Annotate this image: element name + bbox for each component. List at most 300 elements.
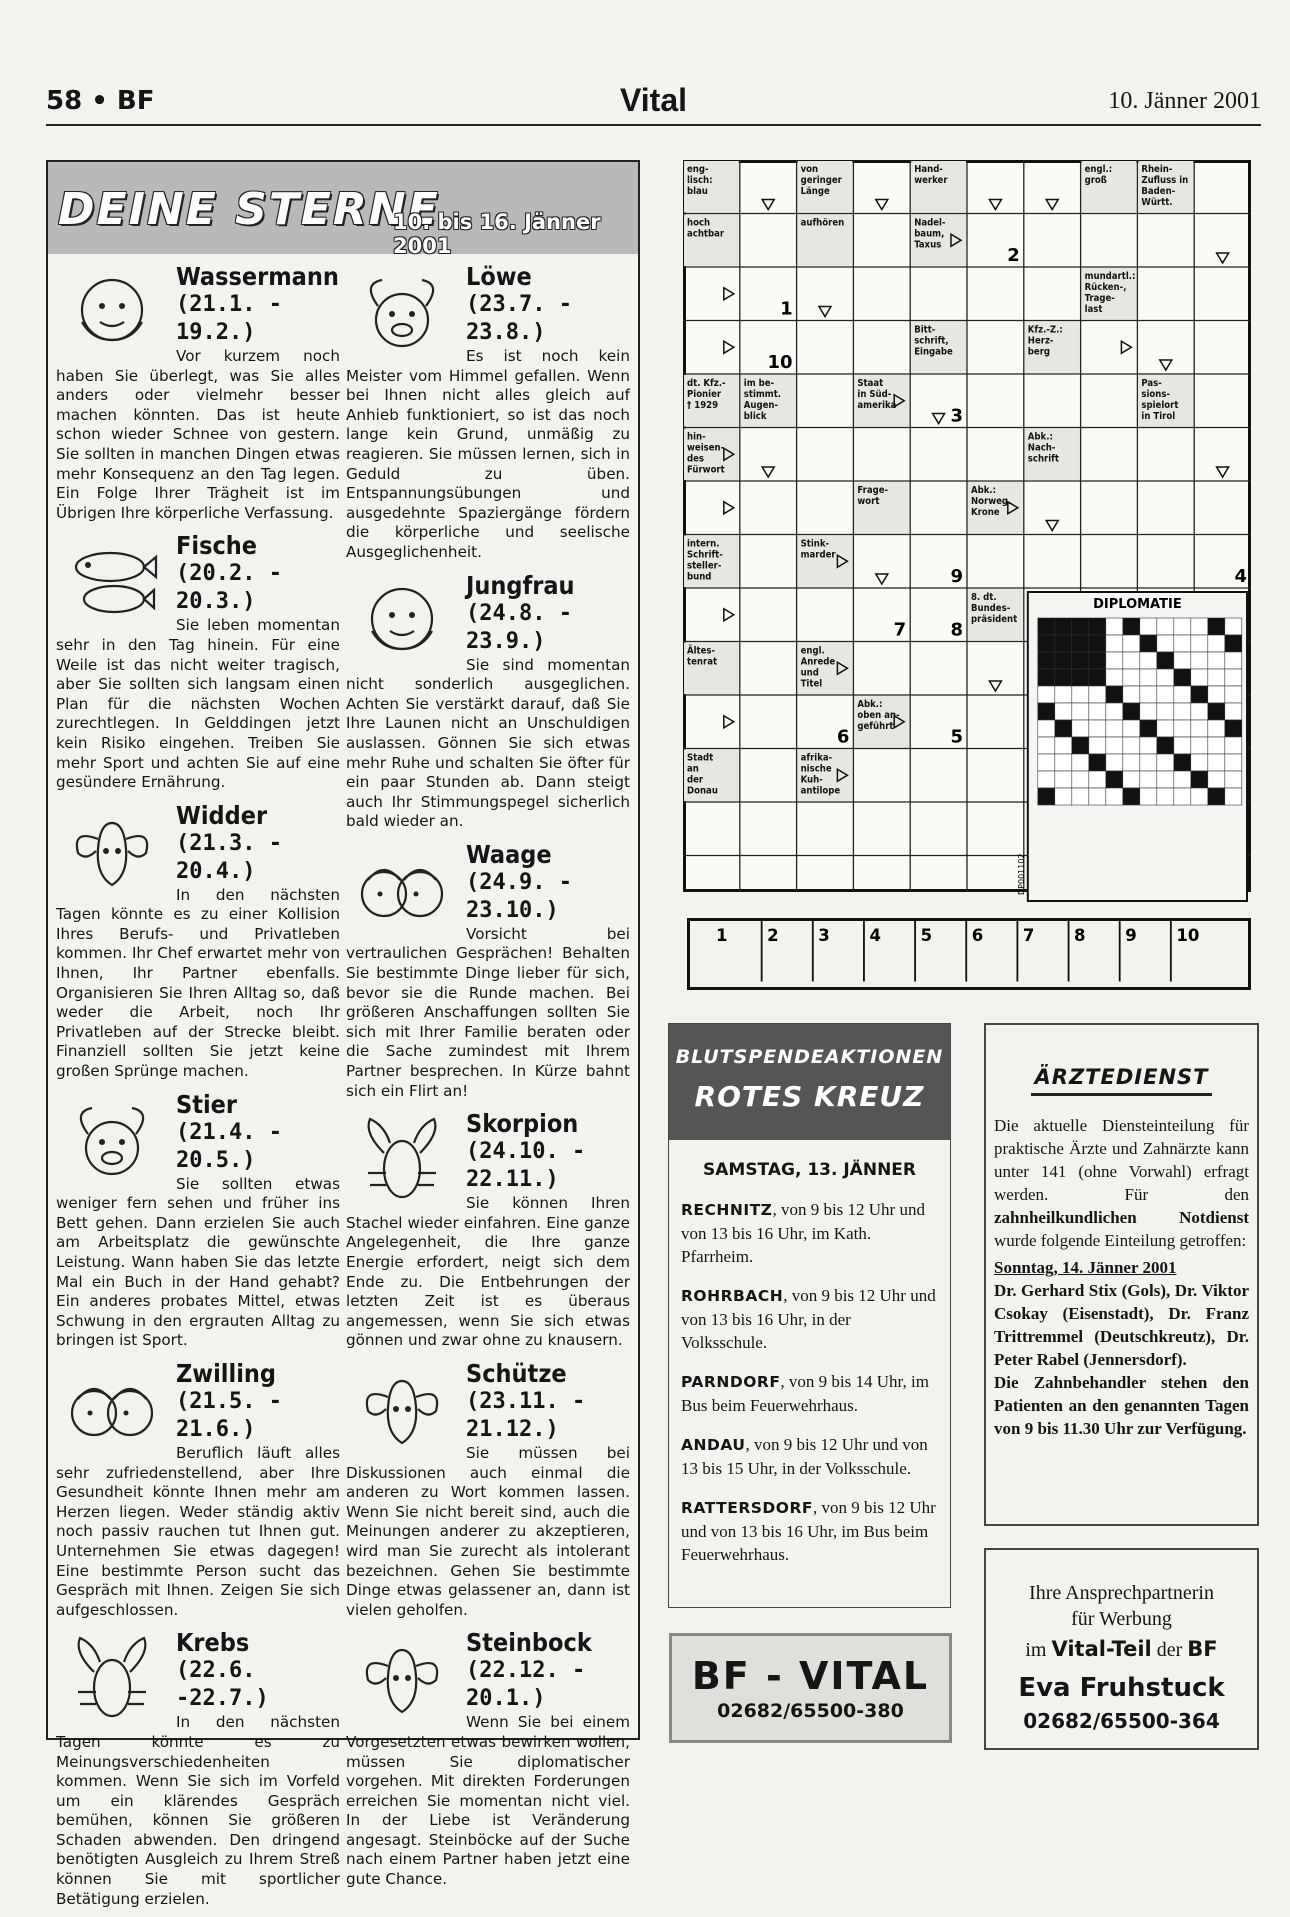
solution-cell xyxy=(1055,669,1072,686)
solution-cell xyxy=(1157,737,1174,754)
donation-place: ANDAU xyxy=(681,1436,746,1454)
zodiac-waage-icon xyxy=(354,844,450,936)
clue-text: an xyxy=(687,763,699,775)
contact-line-3 xyxy=(986,1634,1257,1665)
solution-cell xyxy=(1038,720,1055,737)
donation-details: , von 9 bis 12 Uhr und von 13 bis 16 Uhr, in der Volksschule. xyxy=(681,1286,936,1352)
solution-cell xyxy=(1191,737,1208,754)
solution-cell xyxy=(1106,720,1123,737)
doctor-list: Dr. Gerhard Stix (Gols), Dr. Viktor Csokay (Eisenstadt), Dr. Franz Trittremmel (Deutschkreutz), Dr. Peter Rabel (Jennersdorf). xyxy=(994,1281,1249,1369)
clue-text: Augen- xyxy=(743,400,779,411)
horoscope-sign-fische xyxy=(56,531,340,792)
solution-cell xyxy=(1055,652,1072,669)
solution-cell xyxy=(1208,703,1225,720)
solution-cell xyxy=(1123,771,1140,788)
doctor-service-box xyxy=(984,1023,1259,1526)
donation-place: RECHNITZ xyxy=(681,1201,773,1219)
clue-text: Bundes- xyxy=(971,603,1011,614)
horoscope-sign-waage xyxy=(346,840,630,1101)
clue-text: Herz- xyxy=(1027,335,1054,347)
solution-cell xyxy=(1089,652,1106,669)
clue-text: oben an- xyxy=(857,710,900,721)
horoscope-sign-krebs xyxy=(56,1628,340,1909)
solution-cell xyxy=(1106,754,1123,771)
solution-cell xyxy=(1072,771,1089,788)
solution-cell xyxy=(1055,754,1072,771)
solution-cell xyxy=(1225,652,1242,669)
clue-text: Kuh- xyxy=(800,774,823,786)
clue-text: † 1929 xyxy=(687,400,719,411)
doctor-intro-text: Die aktuelle Diensteinteilung für praktische Ärzte und Zahnärzte kann unter 141 (ohne Vorwahl) erfragt werden. Für den xyxy=(994,1116,1249,1204)
clue-text: wort xyxy=(857,496,880,507)
donation-entry xyxy=(681,1198,938,1268)
sign-text: Beruflich läuft alles sehr zufriedenstellend, aber Ihre Gesundheit könnte Ihnen mehr am Herzen liegen. Weder ständig aktiv noch passiv rauchen tut Ihnen gut. Unternehmen Sie etwas dagegen! Eine bestimmte Person sucht das Gespräch mit Ihnen. Zeigen Sie sich aufgeschlossen. xyxy=(56,1443,340,1619)
solution-cell xyxy=(1208,788,1225,805)
solution-cell xyxy=(1191,635,1208,652)
clue-text: steller- xyxy=(687,560,722,572)
solution-cell xyxy=(1072,720,1089,737)
cell-number: 7 xyxy=(893,619,907,641)
clue-text: last xyxy=(1084,304,1103,315)
clue-text: achtbar xyxy=(687,228,725,240)
cell-number: 2 xyxy=(1007,245,1020,266)
clue-text: Hand- xyxy=(914,164,943,175)
solution-cell xyxy=(1174,686,1191,703)
solution-cell xyxy=(1055,618,1072,635)
solution-cell xyxy=(1174,737,1191,754)
clue-text: Trage- xyxy=(1084,293,1115,304)
solution-cell xyxy=(1157,618,1174,635)
clue-text: 8. dt. xyxy=(971,592,997,603)
horoscope-sign-wassermann xyxy=(56,262,340,523)
contact-der: der xyxy=(1151,1639,1188,1661)
sign-date-range: (20.2. - 20.3.) xyxy=(176,561,282,615)
solution-cell xyxy=(1055,737,1072,754)
solution-cell xyxy=(1225,754,1242,771)
sign-date-range: (22.12. - 20.1.) xyxy=(466,1658,586,1712)
solution-cell xyxy=(1106,652,1123,669)
clue-text: sions- xyxy=(1141,389,1171,400)
solution-cell xyxy=(1106,771,1123,788)
solution-cell xyxy=(1089,669,1106,686)
solution-cell xyxy=(1038,754,1055,771)
sign-name: Schütze xyxy=(466,1358,567,1388)
donation-details: , von 9 bis 12 Uhr und von 13 bis 16 Uhr, im Kath. Pfarrheim. xyxy=(681,1200,925,1266)
sign-text: Wenn Sie bei einem Vorgesetzten etwas bewirken wollen, müssen Sie diplomatischer vorgehen. Mit direkten Forderungen erreichen Sie momentan nicht viel. In der Liebe ist Veränderung angesagt. Steinböcke auf der Suche nach einem Partner haben jetzt eine gute Chance. xyxy=(346,1713,630,1889)
clue-text: Pas- xyxy=(1141,378,1162,389)
doctor-intro-end: wurde folgende Einteilung getroffen: xyxy=(994,1231,1247,1250)
solution-cell xyxy=(1123,669,1140,686)
solution-cell xyxy=(1191,703,1208,720)
section-title: Vital xyxy=(620,82,687,118)
solution-cell xyxy=(1191,788,1208,805)
sign-name: Stier xyxy=(176,1089,238,1119)
solution-cell xyxy=(1140,737,1157,754)
horoscope-dates: 10. bis 16. Jänner 2001 xyxy=(393,210,601,258)
solution-number: 8 xyxy=(1074,926,1086,946)
page-header xyxy=(46,82,1261,126)
solution-cell xyxy=(1191,754,1208,771)
blood-donation-banner xyxy=(669,1024,950,1140)
clue-text: eng- xyxy=(687,164,709,175)
solution-cell xyxy=(1157,720,1174,737)
solution-cell xyxy=(1140,686,1157,703)
clue-text: Frage- xyxy=(857,485,889,496)
solution-cell xyxy=(1174,754,1191,771)
clue-text: lisch: xyxy=(687,175,713,186)
solution-cell xyxy=(1072,635,1089,652)
solution-cell xyxy=(1038,686,1055,703)
clue-text: Nadel- xyxy=(914,217,946,229)
horoscope-sign-stier xyxy=(56,1090,340,1351)
solution-cell xyxy=(1140,669,1157,686)
solution-cell xyxy=(1072,703,1089,720)
solution-cell xyxy=(1208,686,1225,703)
doctor-hours-note: Die Zahnbehandler stehen den Patienten an den genannten Tagen von 9 bis 11.30 Uhr zur Verfügung. xyxy=(994,1373,1249,1438)
clue-text: Kfz.-Z.: xyxy=(1027,324,1063,336)
doctor-service-title: ÄRZTEDIENST xyxy=(1031,1065,1213,1096)
solution-cell xyxy=(1055,686,1072,703)
solution-cell xyxy=(1106,635,1123,652)
solution-cell xyxy=(1123,788,1140,805)
issue-date: 10. Jänner 2001 xyxy=(1108,88,1261,114)
sign-date-range: (22.6. -22.7.) xyxy=(176,1658,269,1712)
clue-text: Rücken-, xyxy=(1084,282,1127,293)
clue-text: engl.: xyxy=(1084,164,1113,175)
solution-cell xyxy=(1123,686,1140,703)
cell-number: 4 xyxy=(1234,566,1247,587)
solution-cell xyxy=(1089,618,1106,635)
horoscope-sign-steinbock xyxy=(346,1628,630,1889)
solution-cell xyxy=(1055,720,1072,737)
clue-text: berg xyxy=(1027,346,1051,358)
solution-number-row xyxy=(687,918,1251,990)
solution-cell xyxy=(1089,771,1106,788)
solution-cell xyxy=(1140,635,1157,652)
zodiac-steinbock-icon xyxy=(354,1632,450,1724)
contact-bf: BF xyxy=(1187,1637,1218,1661)
solution-cell xyxy=(1191,652,1208,669)
clue-text: Anrede xyxy=(800,656,836,668)
solution-cell xyxy=(1174,720,1191,737)
clue-text: in Tirol xyxy=(1141,411,1176,422)
solution-cell xyxy=(1038,669,1055,686)
solution-cell xyxy=(1157,771,1174,788)
solution-number: 9 xyxy=(1125,926,1137,946)
sign-text: In den nächsten Tagen könnte es zu Meinungsverschiedenheiten kommen. Wenn Sie sich im Vorfeld um ein klärendes Gespräch bemühen, können Sie größeren Schaden abwenden. Den dringend benötigten Ausgleich zu Ihrem Streß können Sie mit sportlicher Betätigung erzielen. xyxy=(56,1713,340,1908)
clue-text: aufhören xyxy=(800,217,845,229)
solution-cell xyxy=(1038,771,1055,788)
solution-cell xyxy=(1208,618,1225,635)
solution-cell xyxy=(1157,754,1174,771)
clue-text: mundartl.: xyxy=(1084,271,1136,282)
doctor-service-title-wrap xyxy=(986,1065,1257,1096)
zodiac-fische-icon xyxy=(64,535,160,627)
clue-text: nische xyxy=(800,763,832,775)
cell-number: 6 xyxy=(836,726,850,748)
solution-number: 10 xyxy=(1176,926,1200,946)
clue-text: Schrift- xyxy=(687,549,723,561)
clue-text: geringer xyxy=(800,175,842,186)
sign-text: Sie leben momentan sehr in den Tag hinein. Für eine Weile ist das nicht weiter tragisch, aber Sie sollten sich langsam einen Plan für die nächsten Wochen zurechtlegen. In Gelddingen jetzt kein Risiko eingehen. Treiben Sie mehr Sport und achten Sie auf eine gesündere Ernährung. xyxy=(56,616,340,792)
clue-text: Abk.: xyxy=(857,699,883,710)
solution-cell xyxy=(1174,618,1191,635)
solution-cell xyxy=(1208,669,1225,686)
donation-entry xyxy=(681,1496,938,1566)
clue-text: hin- xyxy=(687,431,706,443)
solution-cell xyxy=(1174,669,1191,686)
clue-text: Nach- xyxy=(1027,442,1056,454)
sign-text: Sie können Ihren Stachel wieder einfahren. Eine ganze Angelegenheit, die Ihre ganze Energie erfordert, neigt sich dem Ende zu. Die Entbehrungen der letzten Zeit ist es überaus angemessen, wenn Sie sich etwas gönnen und zwar ohne zu knausern. xyxy=(346,1194,630,1350)
horoscope-sign-skorpion xyxy=(346,1109,630,1351)
zodiac-wassermann-icon xyxy=(64,266,160,358)
solution-cell xyxy=(1072,652,1089,669)
clue-text: Länge xyxy=(800,186,830,197)
clue-text: von xyxy=(800,164,819,175)
solution-cell xyxy=(1208,635,1225,652)
solution-cell xyxy=(1191,771,1208,788)
clue-text: schrift, xyxy=(914,335,949,347)
clue-text: engl. xyxy=(800,645,825,657)
solution-cell xyxy=(1174,635,1191,652)
clue-text: blick xyxy=(743,411,767,422)
clue-text: dt. Kfz.- xyxy=(687,378,726,389)
horoscope-title: DEINE STERNE xyxy=(58,184,440,235)
clue-text: Norweg. xyxy=(971,496,1012,507)
horoscope-column-right xyxy=(346,262,630,1898)
clue-text: Bitt- xyxy=(914,324,936,336)
solution-cell xyxy=(1038,737,1055,754)
solution-cell xyxy=(1157,635,1174,652)
solution-cell xyxy=(1157,669,1174,686)
solution-cell xyxy=(1089,737,1106,754)
solution-cell xyxy=(1123,703,1140,720)
solution-cell xyxy=(1089,754,1106,771)
blood-donation-title: BLUTSPENDEAKTIONEN xyxy=(675,1046,944,1068)
clue-text: Abk.: xyxy=(1027,431,1053,443)
solution-cell xyxy=(1140,720,1157,737)
solution-cell xyxy=(1072,737,1089,754)
horoscope-sign-loewe xyxy=(346,262,630,563)
clue-text: Donau xyxy=(687,785,718,797)
page-number: 58 • BF xyxy=(46,86,155,116)
solution-cell xyxy=(1225,669,1242,686)
zodiac-stier-icon xyxy=(64,1094,160,1186)
solution-cell xyxy=(1174,703,1191,720)
sign-text: Vorsicht bei vertraulichen Gesprächen! Behalten Sie bestimmte Dinge lieber für sich, bevor sie die Runde machen. Bei größeren Anschaffungen sollten Sie sich mit Ihrer Familie beraten oder die Sache zumindest mit Ihrem Partner besprechen. In Kürze bahnt sich ein Flirt an! xyxy=(346,924,630,1100)
cell-number: 1 xyxy=(780,298,793,320)
crossword-grid xyxy=(683,160,1251,895)
donation-details: , von 9 bis 14 Uhr, im Bus beim Feuerwehrhaus. xyxy=(681,1372,929,1415)
clue-text: blau xyxy=(687,186,708,197)
clue-text: tenrat xyxy=(687,656,718,668)
clue-text: Fürwort xyxy=(687,464,725,476)
solution-cell xyxy=(1089,686,1106,703)
zodiac-zwilling-icon xyxy=(64,1363,160,1455)
zodiac-loewe-icon xyxy=(354,266,450,358)
blood-donation-body xyxy=(669,1140,950,1566)
solution-cell xyxy=(1072,754,1089,771)
solution-cell xyxy=(1038,652,1055,669)
cell-number: 10 xyxy=(767,352,793,373)
clue-text: und xyxy=(800,667,819,679)
bf-vital-title: BF - VITAL xyxy=(691,1654,930,1698)
solution-cell xyxy=(1055,635,1072,652)
cell-number: 9 xyxy=(950,566,963,587)
solution-cell xyxy=(1174,652,1191,669)
contact-name: Eva Fruhstuck xyxy=(1018,1673,1225,1703)
solution-cell xyxy=(1038,703,1055,720)
contact-vital-teil: Vital-Teil xyxy=(1051,1637,1152,1661)
clue-text: hoch xyxy=(687,217,711,229)
solution-cell xyxy=(1208,771,1225,788)
solution-cell xyxy=(1089,635,1106,652)
doctor-service-body xyxy=(986,1096,1257,1440)
sign-date-range: (24.9. - 23.10.) xyxy=(466,869,572,923)
sign-name: Wassermann xyxy=(176,262,339,291)
solution-cell xyxy=(1208,737,1225,754)
solution-cell xyxy=(1072,686,1089,703)
donation-details: , von 9 bis 12 Uhr und von 13 bis 16 Uhr, im Bus beim Feuerwehrhaus. xyxy=(681,1498,936,1564)
solution-cell xyxy=(1123,635,1140,652)
sign-date-range: (21.5. - 21.6.) xyxy=(176,1388,282,1442)
solution-cell xyxy=(1106,618,1123,635)
sign-text: Sie müssen bei Diskussionen auch einmal die anderen zu Wort kommen lassen. Wenn Sie nicht bereit sind, auch die Meinungen anderer zu akzeptieren, wird man Sie zurecht als intolerant bezeichnen. Gehen Sie bestimmte Dinge etwas gelassener an, dann ist vielen geholfen. xyxy=(346,1443,630,1619)
solution-cell xyxy=(1106,788,1123,805)
solution-cell xyxy=(1106,686,1123,703)
bf-vital-box xyxy=(669,1633,952,1743)
sign-text: Sie sind momentan nicht sonderlich ausgeglichen. Achten Sie verstärkt darauf, daß Sie Ihre Launen nicht an Unschuldigen auslassen. Gönnen Sie sich etwas mehr Ruhe und schalten Sie öfter für ein paar Stunden ab. Dann steigt auch Ihr Stimmungspegel sicherlich bald wieder an. xyxy=(346,655,630,831)
solution-cell xyxy=(1072,669,1089,686)
sign-date-range: (21.4. - 20.5.) xyxy=(176,1119,282,1173)
clue-text: des xyxy=(687,453,705,465)
solution-cell xyxy=(1038,788,1055,805)
solution-cell xyxy=(1089,703,1106,720)
solution-cell xyxy=(1123,618,1140,635)
donation-place: PARNDORF xyxy=(681,1373,781,1391)
solution-cell xyxy=(1123,737,1140,754)
solution-number: 1 xyxy=(716,926,728,946)
solution-cell xyxy=(1157,788,1174,805)
clue-text: Pionier xyxy=(687,389,722,400)
clue-text: Rhein- xyxy=(1141,164,1173,175)
solution-number: 3 xyxy=(818,926,830,946)
clue-text: stimmt. xyxy=(743,389,782,400)
red-cross-title: ROTES KREUZ xyxy=(694,1080,925,1113)
solution-cell xyxy=(1208,754,1225,771)
solution-cell xyxy=(1140,652,1157,669)
solution-cell xyxy=(1089,720,1106,737)
clue-text: afrika- xyxy=(800,752,833,764)
solution-cell xyxy=(1072,788,1089,805)
solution-cell xyxy=(1140,703,1157,720)
clue-text: werker xyxy=(914,175,948,186)
solution-cell xyxy=(1225,686,1242,703)
horoscope-panel xyxy=(46,160,640,1908)
blood-donation-box xyxy=(668,1023,951,1608)
emergency-service-label: zahnheilkundlichen Notdienst xyxy=(994,1208,1249,1227)
solution-number: 7 xyxy=(1022,926,1035,946)
clue-text: marder xyxy=(800,549,836,561)
horoscope-column-left xyxy=(56,262,340,1917)
puzzle-code: DP001102 xyxy=(1016,853,1026,895)
solution-cell xyxy=(1123,754,1140,771)
cell-number: 8 xyxy=(950,619,963,641)
sign-name: Fische xyxy=(176,531,258,561)
advertising-contact-box xyxy=(984,1548,1259,1750)
horoscope-sign-widder xyxy=(56,801,340,1082)
cell-number: 3 xyxy=(950,405,963,427)
solution-cell xyxy=(1106,669,1123,686)
solution-cell xyxy=(1208,720,1225,737)
contact-phone: 02682/65500-364 xyxy=(1023,1709,1220,1733)
sign-name: Zwilling xyxy=(176,1358,277,1388)
clue-text: Taxus xyxy=(914,239,942,251)
crossword-puzzle xyxy=(683,160,1251,946)
clue-text: Baden- xyxy=(1141,186,1176,197)
solution-number: 2 xyxy=(767,926,779,946)
zodiac-widder-icon xyxy=(64,805,160,897)
solution-cell xyxy=(1038,618,1055,635)
sign-text: In den nächsten Tagen könnte es zu einer Kollision Ihres Berufs- und Privatleben kommen. Ihr Chef erwartet mehr von Ihnen, Ihr Partner ebenfalls. Organisieren Sie Ihren Alltag so, daß weder die Arbeit, noch Ihr Privatleben auf der Strecke bleibt. Finanziell sollten Sie jetzt keine großen Sprünge machen. xyxy=(56,885,340,1081)
solution-cell xyxy=(1106,737,1123,754)
horoscope-sign-schuetze xyxy=(346,1359,630,1620)
solution-cell xyxy=(1055,703,1072,720)
sign-name: Krebs xyxy=(176,1628,250,1658)
clue-text: Abk.: xyxy=(971,485,997,496)
horoscope-sign-zwilling xyxy=(56,1359,340,1620)
solution-cell xyxy=(1191,669,1208,686)
donation-entry xyxy=(681,1433,938,1480)
clue-text: Stink- xyxy=(800,538,830,550)
clue-text: Staat xyxy=(857,378,884,389)
clue-text: groß xyxy=(1084,175,1107,186)
solution-cell xyxy=(1225,788,1242,805)
solution-title: DIPLOMATIE xyxy=(1093,597,1182,612)
zodiac-schuetze-icon xyxy=(354,1363,450,1455)
solution-cell xyxy=(1225,635,1242,652)
clue-text: Stadt xyxy=(687,752,714,764)
clue-text: präsident xyxy=(971,614,1018,625)
solution-cell xyxy=(1055,771,1072,788)
zodiac-jungfrau-icon xyxy=(354,575,450,667)
solution-cell xyxy=(1191,686,1208,703)
contact-line-2: für Werbung xyxy=(1071,1608,1172,1630)
sign-name: Löwe xyxy=(466,262,532,291)
cell-number: 5 xyxy=(950,726,963,748)
clue-text: weisen- xyxy=(687,442,725,454)
solution-cell xyxy=(1191,720,1208,737)
solution-cell xyxy=(1225,720,1242,737)
solution-cell xyxy=(1225,703,1242,720)
solution-cell xyxy=(1157,686,1174,703)
solution-cell xyxy=(1055,788,1072,805)
sign-date-range: (23.11. - 21.12.) xyxy=(466,1388,586,1442)
sign-name: Steinbock xyxy=(466,1628,592,1658)
solution-cell xyxy=(1072,618,1089,635)
doctor-intro xyxy=(994,1114,1249,1252)
solution-cell xyxy=(1191,618,1208,635)
clue-text: Württ. xyxy=(1141,197,1173,208)
sign-date-range: (21.3. - 20.4.) xyxy=(176,830,282,884)
solution-cell xyxy=(1174,771,1191,788)
solution-cell xyxy=(1225,737,1242,754)
donation-details: , von 9 bis 12 Uhr und von 13 bis 15 Uhr, in der Volksschule. xyxy=(681,1435,928,1478)
solution-cell xyxy=(1140,771,1157,788)
bf-vital-phone: 02682/65500-380 xyxy=(717,1700,904,1722)
doctor-sunday-date: Sonntag, 14. Jänner 2001 xyxy=(994,1258,1177,1277)
clue-text: im be- xyxy=(743,378,775,389)
